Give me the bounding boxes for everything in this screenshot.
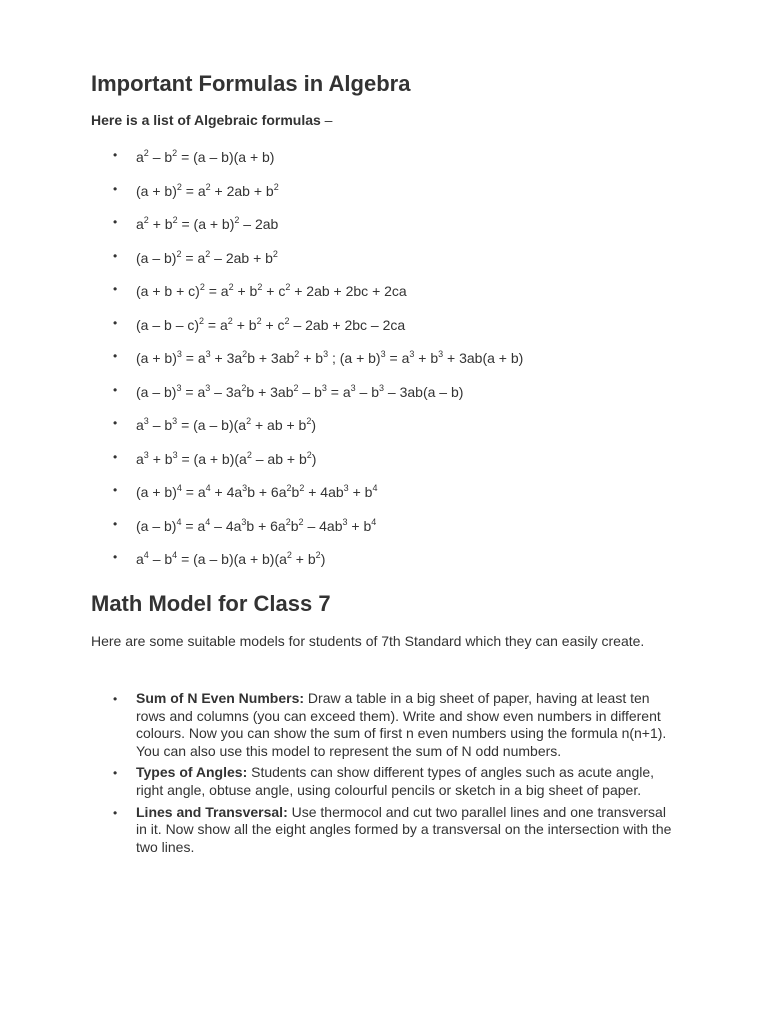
formula-item xyxy=(0,380,768,414)
formula-exponent: 3 xyxy=(438,349,444,359)
formula-exponent: 2 xyxy=(199,282,205,292)
formula-segment: – 2ab xyxy=(239,216,279,232)
bullet-icon: • xyxy=(113,248,118,263)
model-item xyxy=(0,764,768,799)
formula-segment: = a xyxy=(181,484,206,500)
formula-segment: + b xyxy=(414,350,439,366)
formula-item xyxy=(0,279,768,313)
formula-text xyxy=(136,417,316,433)
formula-segment: a xyxy=(136,216,144,232)
formula-exponent: 2 xyxy=(285,282,291,292)
formula-text xyxy=(136,518,376,534)
formula-segment: = a xyxy=(181,383,206,400)
formula-segment: + b xyxy=(148,216,173,232)
formula-segment: (a + b) xyxy=(136,350,177,366)
formula-segment: + b xyxy=(148,450,173,467)
formula-exponent: 3 xyxy=(342,516,348,527)
bullet-icon: • xyxy=(113,516,118,531)
formula-exponent: 3 xyxy=(321,382,327,393)
formula-exponent: 3 xyxy=(176,382,182,393)
formula-segment: a xyxy=(136,551,144,567)
formula-exponent: 2 xyxy=(246,449,252,460)
formula-segment: ) xyxy=(311,450,317,467)
formula-segment: a xyxy=(136,450,144,467)
model-description: Use thermocol and cut two parallel lines and one transversal in it. Now show all the eight angles formed by a transversal on the intersection with the two lines. xyxy=(136,803,672,855)
formula-exponent: 2 xyxy=(284,315,290,326)
formula-segment: = a xyxy=(181,249,206,266)
formula-exponent: 2 xyxy=(143,215,149,225)
formulas-intro-dash: – xyxy=(320,112,333,128)
formula-exponent: 2 xyxy=(227,315,233,326)
bullet-icon: • xyxy=(113,382,118,397)
bullet-icon: • xyxy=(113,416,118,430)
bullet-icon: • xyxy=(113,550,118,564)
formulas-intro xyxy=(91,112,332,128)
formula-segment: – b xyxy=(298,383,322,400)
section-heading-algebra-formulas: Important Formulas in Algebra xyxy=(91,71,411,96)
formula-exponent: 2 xyxy=(286,550,292,560)
formula-segment: (a – b) xyxy=(136,517,177,534)
formula-exponent: 4 xyxy=(205,516,211,527)
formula-exponent: 2 xyxy=(298,516,304,527)
formula-exponent: 2 xyxy=(299,483,305,493)
formula-exponent: 3 xyxy=(242,483,248,493)
formula-segment: = a xyxy=(204,316,228,333)
formula-segment: + b xyxy=(233,283,258,299)
formula-text xyxy=(136,384,463,400)
formula-exponent: 2 xyxy=(294,349,300,359)
formula-exponent: 2 xyxy=(306,416,312,426)
model-title: Types of Angles: xyxy=(136,764,248,781)
formula-exponent: 4 xyxy=(371,516,377,527)
formula-text xyxy=(136,183,279,199)
formula-segment: b + 3ab xyxy=(247,350,295,366)
bullet-icon: • xyxy=(113,449,118,464)
formula-segment: + b xyxy=(232,316,257,333)
formula-segment: = a xyxy=(181,517,206,534)
formula-segment: ) xyxy=(320,551,326,567)
formula-segment: (a – b) xyxy=(136,383,177,400)
formula-exponent: 3 xyxy=(380,349,386,359)
formula-exponent: 2 xyxy=(285,516,291,527)
bullet-icon: • xyxy=(113,181,118,196)
model-intro-paragraph: Here are some suitable models for students of 7th Standard which they can easily create. xyxy=(91,633,645,649)
formula-segment: – b xyxy=(148,149,173,165)
bullet-icon: • xyxy=(113,805,118,820)
formula-segment: ) xyxy=(311,417,317,433)
formula-exponent: 3 xyxy=(323,349,329,359)
formula-exponent: 4 xyxy=(205,483,211,493)
formula-segment: – 3ab(a – b) xyxy=(384,383,464,400)
formula-segment: = a xyxy=(204,283,229,299)
formula-segment: (a + b) xyxy=(136,484,177,500)
formula-segment: = a xyxy=(326,383,351,400)
formula-exponent: 2 xyxy=(241,382,247,393)
formula-segment: + b xyxy=(347,517,372,534)
formula-item xyxy=(0,447,768,481)
formula-exponent: 4 xyxy=(176,516,182,527)
formula-segment: b xyxy=(290,517,299,534)
formula-item xyxy=(0,179,768,213)
formula-exponent: 2 xyxy=(272,248,278,259)
formula-text xyxy=(136,149,274,165)
formula-segment: = (a – b)(a xyxy=(177,417,247,433)
model-list xyxy=(0,690,768,860)
formula-exponent: 2 xyxy=(315,550,321,560)
formula-segment: b + 6a xyxy=(246,517,286,534)
formula-exponent: 2 xyxy=(205,181,211,192)
formula-segment: + 3ab(a + b) xyxy=(443,350,524,366)
formula-exponent: 4 xyxy=(176,483,182,493)
model-description: Draw a table in a big sheet of paper, having at least ten rows and columns (you can exceed them). Write and show even numbers in different colours. Now you can show the sum of first n even numbers using the formula n(n+1). You can also use this model to represent the sum of N odd numbers. xyxy=(136,690,667,759)
formula-segment: – 4ab xyxy=(303,517,343,534)
formula-exponent: 2 xyxy=(172,215,178,225)
bullet-icon: • xyxy=(113,349,118,363)
formula-segment: + 2ab + b xyxy=(210,182,274,199)
formula-exponent: 3 xyxy=(176,349,182,359)
formula-exponent: 2 xyxy=(176,181,182,192)
formula-exponent: 3 xyxy=(143,449,149,460)
model-title: Sum of N Even Numbers: xyxy=(136,690,305,706)
formula-exponent: 3 xyxy=(143,416,149,426)
formula-exponent: 2 xyxy=(293,382,299,393)
formula-segment: (a + b + c) xyxy=(136,283,200,299)
formula-segment: = a xyxy=(181,182,206,199)
formula-exponent: 2 xyxy=(234,215,240,225)
formula-segment: + b xyxy=(291,551,316,567)
formula-exponent: 2 xyxy=(199,315,205,326)
formula-text xyxy=(136,317,405,333)
formula-exponent: 2 xyxy=(205,248,211,259)
model-item xyxy=(0,804,768,857)
formula-item xyxy=(0,246,768,280)
formula-text xyxy=(136,216,278,232)
formula-exponent: 3 xyxy=(172,449,178,460)
bullet-icon: • xyxy=(113,692,118,706)
formula-segment: a xyxy=(136,149,144,165)
formula-segment: (a – b – c) xyxy=(136,316,200,333)
formula-exponent: 2 xyxy=(256,315,262,326)
formula-segment: (a – b) xyxy=(136,249,177,266)
formula-segment: – 2ab + 2bc – 2ca xyxy=(289,316,406,333)
formula-segment: – b xyxy=(148,417,173,433)
formula-exponent: 3 xyxy=(350,382,356,393)
formula-exponent: 4 xyxy=(143,550,149,560)
formula-segment: – ab + b xyxy=(251,450,307,467)
formula-text xyxy=(136,451,316,467)
model-description: Students can show different types of angles such as acute angle, right angle, obtuse angle, using colourful pencils or sketch in a big sheet of paper. xyxy=(136,764,655,798)
formula-segment: + b xyxy=(348,484,373,500)
formula-exponent: 2 xyxy=(246,416,252,426)
formula-exponent: 3 xyxy=(379,382,385,393)
bullet-icon: • xyxy=(113,148,118,162)
formula-segment: + 4a xyxy=(210,484,243,500)
formula-segment: a xyxy=(136,417,144,433)
formula-segment: = (a + b)(a xyxy=(177,450,247,467)
formula-segment: + c xyxy=(261,316,285,333)
formula-segment: + b xyxy=(299,350,324,366)
formula-exponent: 2 xyxy=(273,181,279,192)
formula-exponent: 2 xyxy=(143,148,149,158)
formula-segment: – 2ab + b xyxy=(210,249,273,266)
formula-text xyxy=(136,250,278,266)
formula-segment: – b xyxy=(355,383,380,400)
formula-segment: = (a + b) xyxy=(177,216,235,232)
formula-item xyxy=(0,145,768,179)
formula-text xyxy=(136,350,523,366)
formula-exponent: 3 xyxy=(205,382,211,393)
formula-segment: b xyxy=(291,484,300,500)
formula-segment: b + 3ab xyxy=(246,383,294,400)
formula-exponent: 4 xyxy=(172,550,178,560)
formula-list xyxy=(0,145,768,581)
bullet-icon: • xyxy=(113,766,118,781)
formula-segment: ; (a + b) xyxy=(328,350,381,366)
bullet-icon: • xyxy=(113,215,118,229)
formula-segment: + c xyxy=(262,283,286,299)
formula-segment: + 3a xyxy=(210,350,243,366)
formula-text xyxy=(136,283,407,299)
formula-item xyxy=(0,547,768,581)
formula-exponent: 2 xyxy=(228,282,234,292)
formula-exponent: 2 xyxy=(257,282,263,292)
formula-exponent: 2 xyxy=(242,349,248,359)
formula-exponent: 2 xyxy=(172,148,178,158)
formula-segment: = (a – b)(a + b)(a xyxy=(177,551,287,567)
formula-item xyxy=(0,480,768,514)
formula-item xyxy=(0,514,768,548)
formula-segment: b + 6a xyxy=(247,484,287,500)
formula-exponent: 3 xyxy=(343,483,349,493)
formula-text xyxy=(136,484,377,500)
formula-segment: = a xyxy=(385,350,410,366)
formula-exponent: 3 xyxy=(409,349,415,359)
bullet-icon: • xyxy=(113,282,118,296)
formula-item xyxy=(0,413,768,447)
formula-exponent: 2 xyxy=(306,449,312,460)
formula-exponent: 3 xyxy=(205,349,211,359)
formula-exponent: 3 xyxy=(241,516,247,527)
formula-item xyxy=(0,313,768,347)
formula-segment: + ab + b xyxy=(251,417,307,433)
formula-segment: = a xyxy=(181,350,206,366)
section-heading-math-model: Math Model for Class 7 xyxy=(91,591,331,616)
bullet-icon: • xyxy=(113,483,118,497)
formulas-intro-bold: Here is a list of Algebraic formulas xyxy=(91,112,321,128)
formula-text xyxy=(136,551,325,567)
formula-exponent: 2 xyxy=(176,248,182,259)
bullet-icon: • xyxy=(113,315,118,330)
formula-segment: = (a – b)(a + b) xyxy=(177,149,275,165)
formula-segment: – b xyxy=(148,551,173,567)
formula-segment: + 2ab + 2bc + 2ca xyxy=(290,283,407,299)
model-item xyxy=(0,690,768,760)
formula-exponent: 4 xyxy=(372,483,378,493)
formula-item xyxy=(0,346,768,380)
formula-segment: (a + b) xyxy=(136,182,177,199)
formula-exponent: 3 xyxy=(172,416,178,426)
formula-segment: – 3a xyxy=(210,383,242,400)
formula-segment: – 4a xyxy=(210,517,242,534)
formula-segment: + 4ab xyxy=(304,484,344,500)
model-title: Lines and Transversal: xyxy=(136,803,288,820)
formula-item xyxy=(0,212,768,246)
formula-exponent: 2 xyxy=(286,483,292,493)
